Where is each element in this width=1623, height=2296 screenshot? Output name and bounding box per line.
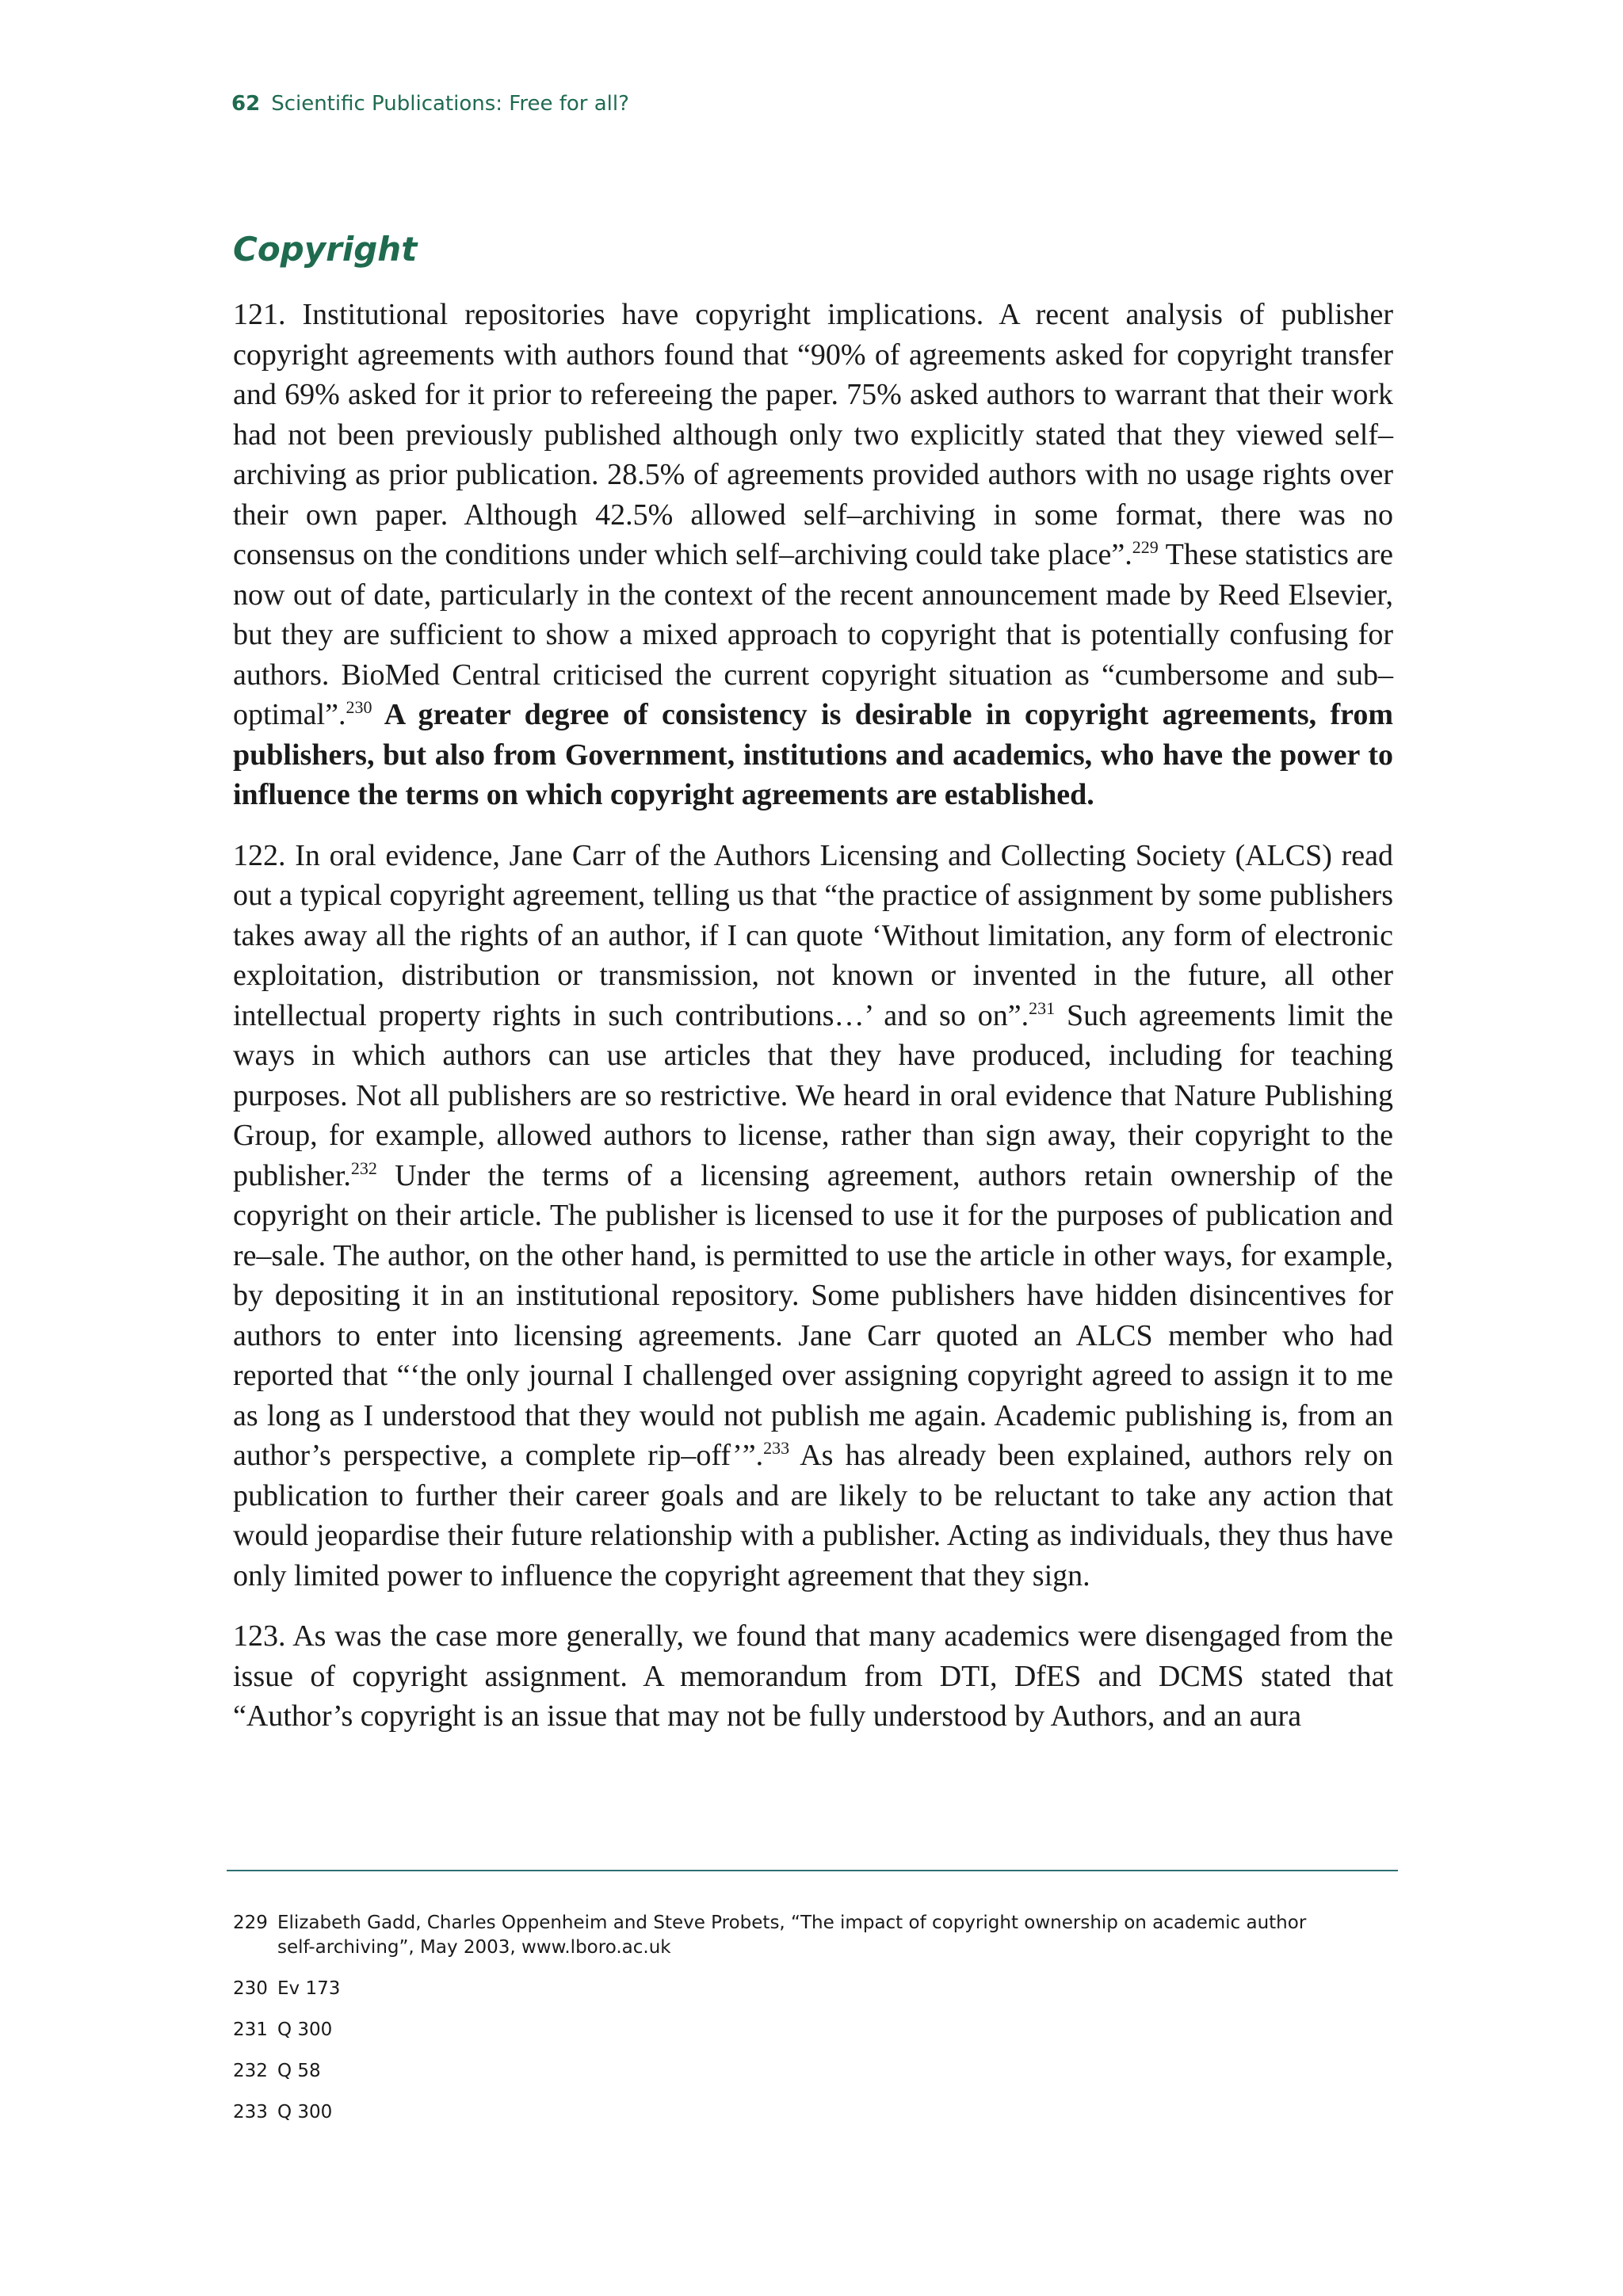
page-number: 62 (231, 92, 261, 116)
footnote-number: 230 (233, 1978, 268, 1999)
footnote-number: 233 (233, 2102, 268, 2122)
paragraph-conclusion-bold: A greater degree of consistency is desirable in copyright agreements, from publishers, but also from Government, institutions and academics, who have the power to influence the terms on which copyright agreements are established. (233, 698, 1393, 811)
paragraph-122 (233, 836, 1393, 1596)
section-heading: Copyright (233, 230, 418, 269)
footnote-text: Ev 173 (277, 1978, 341, 1999)
paragraph-text: As has already been explained, authors rely on publication to further their career goals and are likely to be reluctant to take any action that would jeopardise their future relationship with a publisher. Acting as individuals, they thus have only limited power to influence the copyright agreement that they sign. (233, 1439, 1393, 1592)
footnote-ref-230[interactable]: 230 (346, 697, 372, 717)
paragraph-number: 121. (233, 298, 286, 331)
footnote-ref-231[interactable]: 231 (1029, 997, 1056, 1018)
footnote-ref-229[interactable]: 229 (1132, 537, 1159, 557)
footnote-text: Q 300 (277, 2102, 333, 2122)
paragraph-text: In oral evidence, Jane Carr of the Authors Licensing and Collecting Society (ALCS) read out a typical copyright agreement, telling us that “the practice of assignment by some publishers takes away all the rights of an author, if I can quote ‘Without limitation, any form of electronic exploitation, distribution or transmission, not known or invented in the future, all other intellectual property rights in such contributions…’ and so on”. (233, 838, 1393, 1032)
footnote-text: Q 58 (277, 2061, 321, 2081)
paragraph-121 (233, 295, 1393, 815)
footnote-divider (227, 1870, 1398, 1871)
footnotes (233, 1911, 1393, 2142)
paragraph-number: 123. (233, 1619, 286, 1653)
paragraph-123 (233, 1616, 1393, 1737)
paragraph-text: As was the case more generally, we found that many academics were disengaged from the issue of copyright assignment. A memorandum from DTI, DfES and DCMS stated that “Author’s copyright is an issue that may not be fully understood by Authors, and an aura (233, 1619, 1393, 1733)
running-title: Scientific Publications: Free for all? (271, 92, 629, 116)
footnote-number: 231 (233, 2019, 268, 2040)
footnote-232 (233, 2059, 1393, 2084)
footnote-text: Elizabeth Gadd, Charles Oppenheim and Steve Probets, “The impact of copyright ownership on academic author self-archiving”, May 2003, www.lboro.ac.uk (277, 1913, 1307, 1958)
paragraph-text: Under the terms of a licensing agreement, authors retain ownership of the copyright on their article. The publisher is licensed to use it for the purposes of publication and re–sale. The author, on the other hand, is permitted to use the article in other ways, for example, by depositing it in an institutional repository. Some publishers have hidden disincentives for authors to enter into licensing agreements. Jane Carr quoted an ALCS member who had reported that “‘the only journal I challenged over assigning copyright agreed to assign it to me as long as I understood that they would not publish me again. Academic publishing is, from an author’s perspective, a complete rip–off’”. (233, 1158, 1393, 1472)
footnote-ref-232[interactable]: 232 (350, 1158, 377, 1178)
footnote-number: 229 (233, 1913, 268, 1933)
body-text (233, 295, 1393, 1757)
footnote-229 (233, 1911, 1393, 1960)
running-header (231, 92, 629, 116)
paragraph-text: These statistics are now out of date, particularly in the context of the recent announcement made by Reed Elsevier, but they are sufficient to show a mixed approach to copyright that is potentially confusing for authors. BioMed Central criticised the current copyright situation as “cumbersome and sub–optimal”. (233, 538, 1393, 731)
paragraph-text: Such agreements limit the ways in which authors can use articles that they have produced, including for teaching purposes. Not all publishers are so restrictive. We heard in oral evidence that Nature Publishing Group, for example, allowed authors to license, rather than sign away, their copyright to the publisher. (233, 998, 1393, 1192)
footnote-number: 232 (233, 2061, 268, 2081)
paragraph-number: 122. (233, 838, 286, 872)
footnote-230 (233, 1977, 1393, 2001)
footnote-233 (233, 2100, 1393, 2125)
paragraph-text: Institutional repositories have copyright implications. A recent analysis of publisher copyright agreements with authors found that “90% of agreements asked for copyright transfer and 69% asked for it prior to refereeing the paper. 75% asked authors to warrant that their work had not been previously published although only two explicitly stated that they viewed self–archiving as prior publication. 28.5% of agreements provided authors with no usage rights over their own paper. Although 42.5% allowed self–archiving in some format, there was no consensus on the conditions under which self–archiving could take place”. (233, 298, 1393, 571)
footnote-text: Q 300 (277, 2019, 333, 2040)
footnote-ref-233[interactable]: 233 (763, 1438, 790, 1458)
footnote-231 (233, 2018, 1393, 2042)
